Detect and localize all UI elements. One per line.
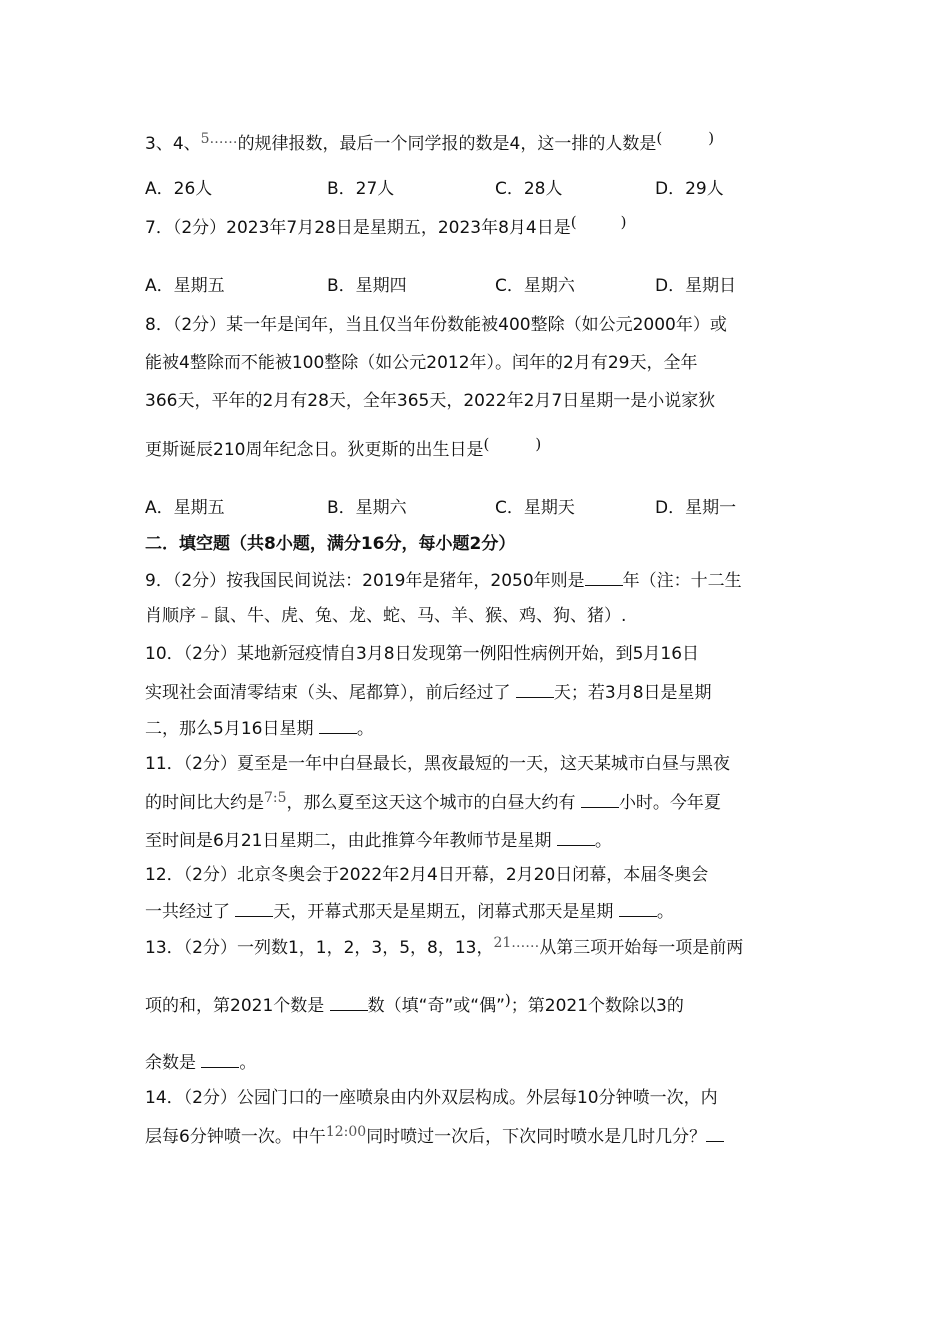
q13-line-3 — [145, 1051, 256, 1074]
q11-text-c: 小时。今年夏 — [618, 793, 721, 813]
q6-line — [145, 129, 715, 156]
q6-text-end: 的规律报数，最后一个同学报的数是4，这一排的人数是 — [237, 134, 657, 154]
q9-line-1 — [145, 569, 742, 592]
q6-sequence-math: 5…… — [200, 131, 238, 147]
q10-days-blank[interactable] — [516, 681, 554, 698]
q8-option-d[interactable]: D．星期一 — [655, 498, 737, 518]
q14-time-math: 12:00 — [325, 1124, 367, 1140]
q7-option-b[interactable]: B．星期四 — [327, 276, 407, 296]
q12-text-b: 天，开幕式那天是星期五，闭幕式那天是星期 — [273, 902, 619, 922]
q14-text-b: 同时喷过一次后，下次同时喷水是几时几分？ — [366, 1127, 707, 1147]
q12-text-a: 一共经过了 — [145, 902, 236, 922]
q6-options — [145, 178, 785, 200]
q14-text-a: 层每6分钟喷一次。中午 — [145, 1127, 326, 1147]
q8-line-3: 366天，平年的2月有28天，全年365天，2022年2月7日星期一是小说家狄 — [145, 391, 716, 411]
q13-text-b: 从第三项开始每一项是前两 — [539, 938, 744, 958]
q8-option-a[interactable]: A．星期五 — [145, 498, 225, 518]
q13-text-c: 项的和，第2021个数是 — [145, 996, 330, 1016]
q13-line-2 — [145, 991, 684, 1017]
q7-line — [145, 213, 627, 239]
q13-text-g: 。 — [239, 1053, 257, 1073]
q10-weekday-blank[interactable] — [319, 717, 357, 734]
q10-text-d: 。 — [356, 719, 374, 739]
q6-text-start: 3、4、 — [145, 134, 201, 154]
q8-option-c[interactable]: C．星期天 — [495, 498, 575, 518]
q11-text-e: 。 — [594, 831, 612, 851]
q11-line-3 — [145, 829, 612, 852]
q7-options — [145, 275, 785, 297]
q10-line-3 — [145, 717, 374, 740]
q11-text-b: ，那么夏至这天这个城市的白昼大约有 — [286, 793, 581, 813]
q6-answer-paren: ( ) — [656, 129, 715, 147]
q8-line-2: 能被4整除而不能被100整除（如公元2012年）。闰年的2月有29天，全年 — [145, 353, 698, 373]
q14-line-2 — [145, 1125, 724, 1149]
q8-option-b[interactable]: B．星期六 — [327, 498, 407, 518]
q13-sequence-math: 21…… — [493, 935, 540, 951]
q8-line-4 — [145, 435, 542, 461]
q7-text: 7．（2分）2023年7月28日是星期五，2023年8月4日是 — [145, 218, 571, 238]
q13-remainder-blank[interactable] — [201, 1051, 239, 1068]
q9-answer-blank[interactable] — [585, 569, 623, 586]
q11-weekday-blank[interactable] — [557, 829, 595, 846]
q13-close-paren: ) — [504, 991, 511, 1009]
q8-text: 更斯诞辰210周年纪念日。狄更斯的出生日是 — [145, 440, 484, 460]
q7-option-d[interactable]: D．星期日 — [655, 276, 737, 296]
q11-text-d: 至时间是6月21日星期二，由此推算今年教师节是星期 — [145, 831, 557, 851]
q6-option-b[interactable]: B．27人 — [327, 179, 395, 199]
q12-weekday-blank[interactable] — [619, 900, 657, 917]
q13-text-e: ；第2021个数除以3的 — [510, 996, 684, 1016]
q13-parity-blank[interactable] — [330, 994, 368, 1011]
q14-answer-blank[interactable] — [706, 1125, 724, 1142]
q7-answer-paren: ( ) — [570, 213, 627, 231]
q12-days-blank[interactable] — [235, 900, 273, 917]
q9-text-b: 年（注：十二生 — [622, 571, 742, 591]
section-2-heading: 二．填空题（共8小题，满分16分，每小题2分） — [145, 534, 516, 554]
q6-option-a[interactable]: A．26人 — [145, 179, 213, 199]
q10-line-1: 10．（2分）某地新冠疫情自3月8日发现第一例阳性病例开始，到5月16日 — [145, 644, 700, 664]
q11-ratio-math: 7:5 — [264, 790, 287, 806]
q10-line-2 — [145, 681, 712, 704]
q12-line-1: 12．（2分）北京冬奥会于2022年2月4日开幕，2月20日闭幕，本届冬奥会 — [145, 865, 709, 885]
q13-text-a: 13．（2分）一列数1，1，2，3，5，8，13， — [145, 938, 494, 958]
q14-line-1: 14．（2分）公园门口的一座喷泉由内外双层构成。外层每10分钟喷一次，内 — [145, 1088, 718, 1108]
q9-line-2: 肖顺序﹣鼠、牛、虎、兔、龙、蛇、马、羊、猴、鸡、狗、猪）. — [145, 606, 627, 626]
q7-option-a[interactable]: A．星期五 — [145, 276, 225, 296]
q8-line-1: 8．（2分）某一年是闰年，当且仅当年份数能被400整除（如公元2000年）或 — [145, 315, 727, 335]
q13-line-1 — [145, 937, 743, 960]
q13-text-d: 数（填“奇”或“偶” — [367, 996, 505, 1016]
q13-text-f: 余数是 — [145, 1053, 202, 1073]
q9-text-a: 9．（2分）按我国民间说法：2019年是猪年，2050年则是 — [145, 571, 585, 591]
q8-options — [145, 497, 785, 519]
q10-text-c: 二，那么5月16日星期 — [145, 719, 319, 739]
q6-option-d[interactable]: D．29人 — [655, 179, 724, 199]
q11-hours-blank[interactable] — [581, 791, 619, 808]
q11-text-a: 的时间比大约是 — [145, 793, 264, 813]
q11-line-2 — [145, 791, 721, 815]
q7-option-c[interactable]: C．星期六 — [495, 276, 575, 296]
q10-text-a: 实现社会面清零结束（头、尾都算），前后经过了 — [145, 683, 516, 703]
q12-line-2 — [145, 900, 674, 923]
q10-text-b: 天；若3月8日是星期 — [553, 683, 712, 703]
q11-line-1: 11．（2分）夏至是一年中白昼最长，黑夜最短的一天，这天某城市白昼与黑夜 — [145, 754, 730, 774]
q6-option-c[interactable]: C．28人 — [495, 179, 563, 199]
q8-answer-paren: ( ) — [483, 435, 542, 453]
q12-text-c: 。 — [656, 902, 674, 922]
